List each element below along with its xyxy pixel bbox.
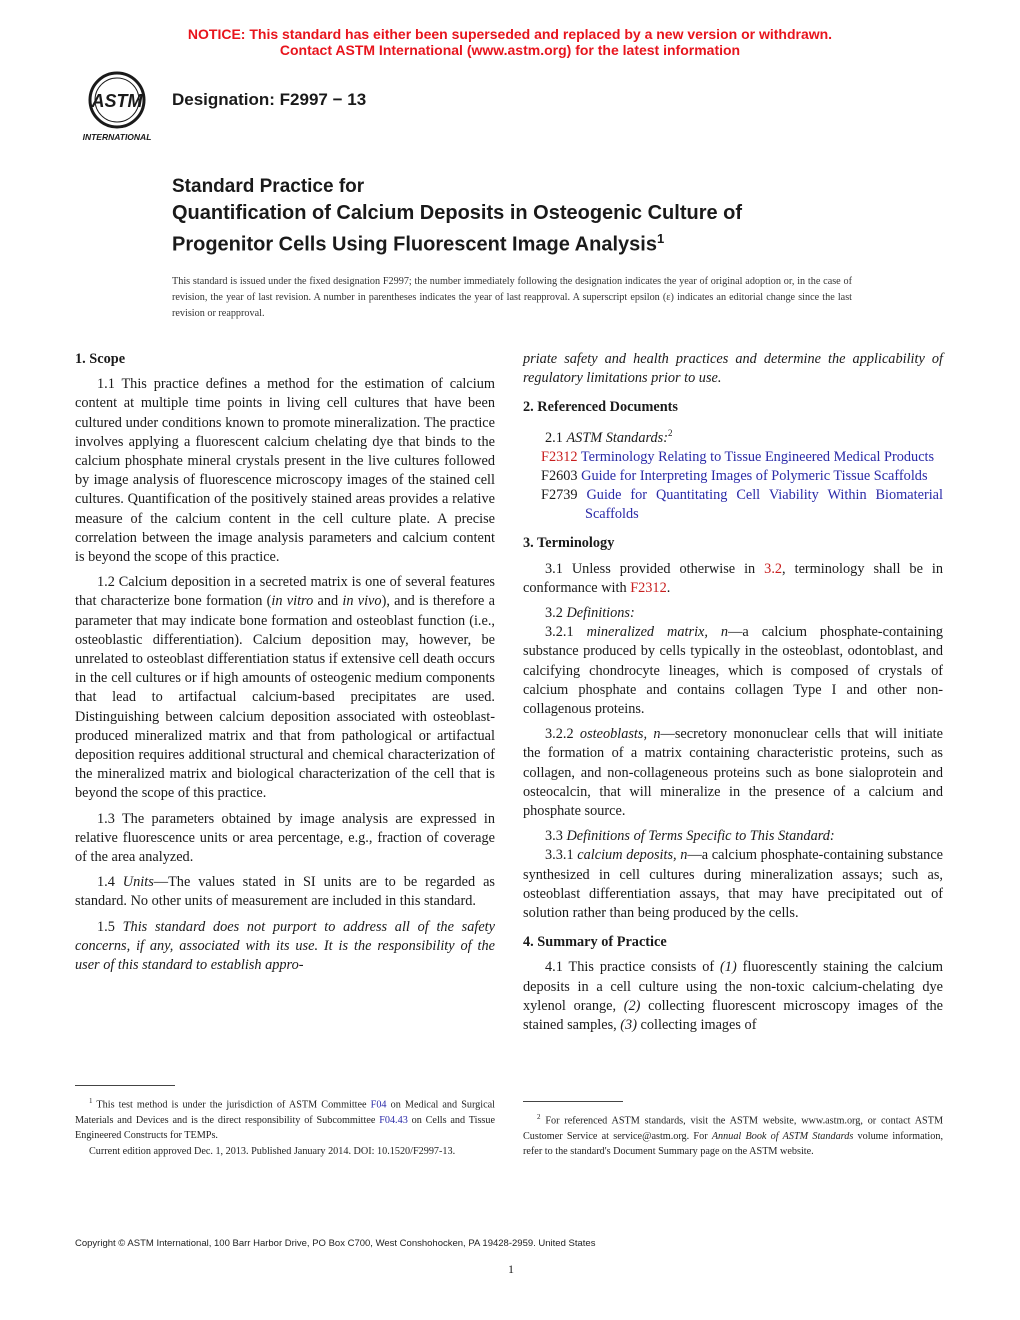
section-heading-summary: 4. Summary of Practice <box>523 934 667 951</box>
f04-43-link[interactable]: F04.43 <box>379 1114 408 1126</box>
paragraph-3-2-2: 3.2.2 osteoblasts, n—secretory mononuclear cells that will initiate the formation of a matrix containing characteristic proteins, such as collagen, and non-collageneous proteins such as bone sialoprotein and osteocalcin, that will mineralize in the presence of a calcium and phosphate source. <box>523 726 943 820</box>
astm-logo-icon <box>74 70 160 144</box>
notice-line-2: Contact ASTM International (www.astm.org) for the latest information <box>279 42 741 58</box>
paragraph-1-1: 1.1 This practice defines a method for the estimation of calcium content at multiple time points in living cell cultures that have been cultured under conditions known to promote mineralization. The practice involves applying a fluorescent calcium chelating dye that binds to the calcium phosphate mineral crystals present in the live cultures followed by image analysis of fluorescence microscopy images of the stained cell cultures. Quantification of the positively stained areas provides a relative measure of the calcium content in the cell culture plate. A precise correlation between the image analysis parameters and calcium content is beyond the scope of this practice. <box>75 376 495 566</box>
right-column <box>523 350 943 1041</box>
f04-link[interactable]: F04 <box>370 1099 387 1111</box>
logo-subtext: INTERNATIONAL <box>82 132 152 142</box>
paragraph-3-1: 3.1 Unless provided otherwise in 3.2, terminology shall be in conformance with F2312. <box>523 560 944 596</box>
section-heading-scope: 1. Scope <box>75 351 126 367</box>
paragraph-1-2: 1.2 Calcium deposition in a secreted matrix is one of several features that characterize bone formation (in vitro and in vivo), and is therefore a parameter that may indicate bone formation and osteoblast function (i.e., osteoblastic differentiation). Calcium deposition may, however, be unrelated to osteoblast differentiation status if extensive cell death occurs in the cell cultures or if high amounts of osteogenic medium components that lead to artifactual calcium-based precipitates are used. Distinguishing between calcium deposition associated with osteoblast-produced mineralized matrix and that from pathological or artifactual deposition requires additional structural and chemical characterization of the mineralized matrix and biological characterization of the cell that is beyond the scope of this practice. <box>75 574 495 802</box>
paragraph-2-1: 2.1 ASTM Standards:$^2$ <box>545 427 673 446</box>
copyright-line: Copyright © ASTM International, 100 Barr Harbor Drive, PO Box C700, West Conshohocken, PA 19428-2959. United States <box>75 1238 596 1249</box>
supersede-notice <box>0 26 1020 58</box>
reference-code-link[interactable]: F2312 <box>541 448 578 465</box>
paragraph-1-5: 1.5 This standard does not purport to address all of the safety concerns, if any, associated with its use. It is the responsibility of the user of this standard to establish appro- <box>75 918 495 974</box>
reference-title-link[interactable]: Terminology Relating to Tissue Engineered Medical Products <box>580 448 935 465</box>
title-line-2: Quantification of Calcium Deposits in Osteogenic Culture of <box>172 202 743 224</box>
footnote-2: $^2$ For referenced ASTM standards, visit the ASTM website, www.astm.org, or contact ASTM Customer Service at service@astm.org. For Annual Book of ASTM Standards volume information, refer to the standard's Document Summary page on the ASTM website. <box>523 1113 943 1158</box>
notice-line-1: NOTICE: This standard has either been superseded and replaced by a new version or withdrawn. <box>187 26 833 42</box>
section-heading-referenced-documents: 2. Referenced Documents <box>523 399 678 416</box>
reference-item <box>523 467 943 486</box>
document-title <box>172 174 932 258</box>
reference-item <box>523 486 943 524</box>
section-3-2-link[interactable]: 3.2 <box>764 560 783 577</box>
title-footnote-ref[interactable]: 1 <box>656 231 665 246</box>
title-line-1: Standard Practice for <box>172 176 365 197</box>
left-column <box>75 350 495 981</box>
reference-code: F2603 <box>541 467 578 484</box>
logo-text: ASTM <box>91 91 143 111</box>
reference-item <box>523 448 943 467</box>
issuance-statement: This standard is issued under the fixed designation F2997; the number immediately following the designation indicates the year of original adoption or, in the case of revision, the year of last revision. A number in parentheses indicates the year of last reapproval. A superscript epsilon (ε) indicates an editorial change since the last revision or reapproval. <box>172 276 852 319</box>
paragraph-1-3: 1.3 The parameters obtained by image analysis are expressed in relative fluorescence units or area percentage, e.g., fraction of coverage of the area analyzed. <box>75 810 495 866</box>
page-number: 1 <box>508 1262 514 1276</box>
paragraph-3-3: 3.3 Definitions of Terms Specific to This Standard: <box>545 828 835 845</box>
reference-title-link[interactable]: Guide for Quantitating Cell Viability Within Biomaterial Scaffolds <box>585 486 944 523</box>
paragraph-1-4: 1.4 Units—The values stated in SI units are to be regarded as standard. No other units of measurement are included in this standard. <box>75 874 495 910</box>
f2312-link[interactable]: F2312 <box>630 579 667 596</box>
reference-title-link[interactable]: Guide for Interpreting Images of Polymeric Tissue Scaffolds <box>581 467 928 484</box>
title-line-3: Progenitor Cells Using Fluorescent Image Analysis <box>172 233 657 256</box>
reference-code: F2739 <box>541 486 578 503</box>
footnote-divider <box>523 1101 623 1102</box>
footnote-divider <box>75 1085 175 1086</box>
paragraph-3-3-1: 3.3.1 calcium deposits, n—a calcium phosphate-containing substance synthesized in cell cultures during mineralization assays; such as, osteoblast differentiation assays, that may have precipitated out of solution rather than being produced by the cells. <box>523 847 944 922</box>
section-heading-terminology: 3. Terminology <box>523 535 615 552</box>
paragraph-1-5-cont: priate safety and health practices and determine the applicability of regulatory limitations prior to use. <box>523 351 943 387</box>
paragraph-3-2-1: 3.2.1 mineralized matrix, n—a calcium phosphate-containing substance produced by cells typically in the osteoblast, odontoblast, and calcifying chondrocyte lineages, which is composed of crystals of calcium phosphate and contains collagen Type I and other non-collagenous proteins. <box>523 624 943 718</box>
paragraph-4-1: 4.1 This practice consists of (1) fluorescently staining the calcium deposits in a cell culture using the non-toxic calcium-chelating dye xylenol orange, (2) collecting fluorescent microscopy images of the stained samples, (3) collecting images of <box>523 959 944 1034</box>
paragraph-3-2: 3.2 Definitions: <box>545 605 635 621</box>
footnote-1: $^1$ This test method is under the jurisdiction of ASTM Committee F04 on Medical and Surgical Materials and Devices and is the direct responsibility of Subcommittee F04.43 on Cells and Tissue Engineered Constructs for TEMPs. Current edition approved Dec. 1, 2013. Published January 2014. DOI: 10.1520/F2997-13. <box>75 1097 495 1157</box>
designation: Designation: F2997 − 13 <box>172 90 367 109</box>
